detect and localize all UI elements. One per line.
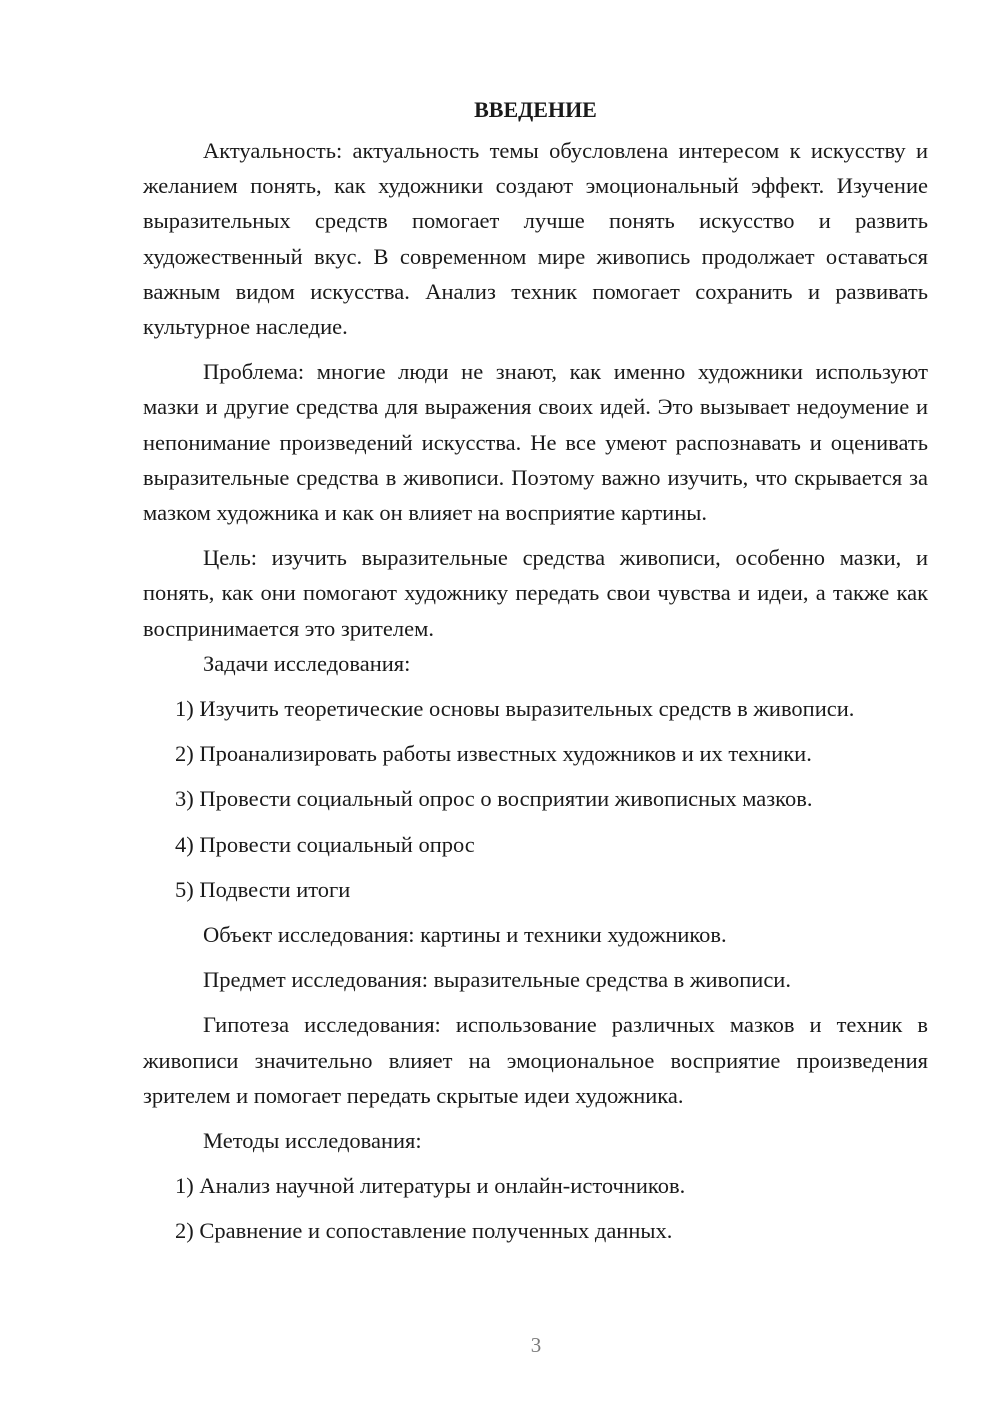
list-item: 4) Провести социальный опрос: [175, 831, 475, 857]
document-page: [143, 92, 928, 1249]
list-item: 3) Провести социальный опрос о восприятии живописных мазков.: [175, 786, 813, 812]
subject-paragraph: Предмет исследования: выразительные средства в живописи.: [203, 967, 791, 993]
list-item: 1) Изучить теоретические основы выразительных средств в живописи.: [175, 696, 855, 722]
problem-paragraph: Проблема: многие люди не знают, как именно художники используют мазки и другие средства для выражения своих идей. Это вызывает недоумение и непонимание произведений искусства. Не все умеют распознавать и оценивать выразительные средства в живописи. Поэтому важно изучить, что скрывается за мазком художника и как он влияет на восприятие картины.: [143, 359, 928, 526]
methods-heading: Методы исследования:: [203, 1128, 422, 1154]
page-title: ВВЕДЕНИЕ: [474, 97, 597, 122]
tasks-heading: Задачи исследования:: [203, 650, 411, 676]
list-item: 1) Анализ научной литературы и онлайн-источников.: [175, 1173, 686, 1199]
list-item: 2) Проанализировать работы известных художников и их техники.: [175, 741, 812, 767]
relevance-paragraph: Актуальность: актуальность темы обусловлена интересом к искусству и желанием понять, как художники создают эмоциональный эффект. Изучение выразительных средств помогает лучше понять искусство и развить художественный вкус. В современном мире живопись продолжает оставаться важным видом искусства. Анализ техник помогает сохранить и развивать культурное наследие.: [143, 138, 928, 340]
page-number: 3: [530, 1333, 542, 1357]
tasks-list: [143, 691, 928, 907]
hypothesis-paragraph: Гипотеза исследования: использование различных мазков и техник в живописи значительно влияет на эмоциональное восприятие произведения зрителем и помогает передать скрытые идеи художника.: [143, 1012, 928, 1108]
list-item: 5) Подвести итоги: [175, 876, 351, 902]
goal-paragraph: Цель: изучить выразительные средства живописи, особенно мазки, и понять, как они помогают художнику передать свои чувства и идеи, а также как воспринимается это зрителем.: [143, 545, 928, 641]
methods-list: [143, 1168, 928, 1248]
list-item: 2) Сравнение и сопоставление полученных данных.: [175, 1218, 673, 1244]
object-paragraph: Объект исследования: картины и техники художников.: [203, 922, 727, 948]
